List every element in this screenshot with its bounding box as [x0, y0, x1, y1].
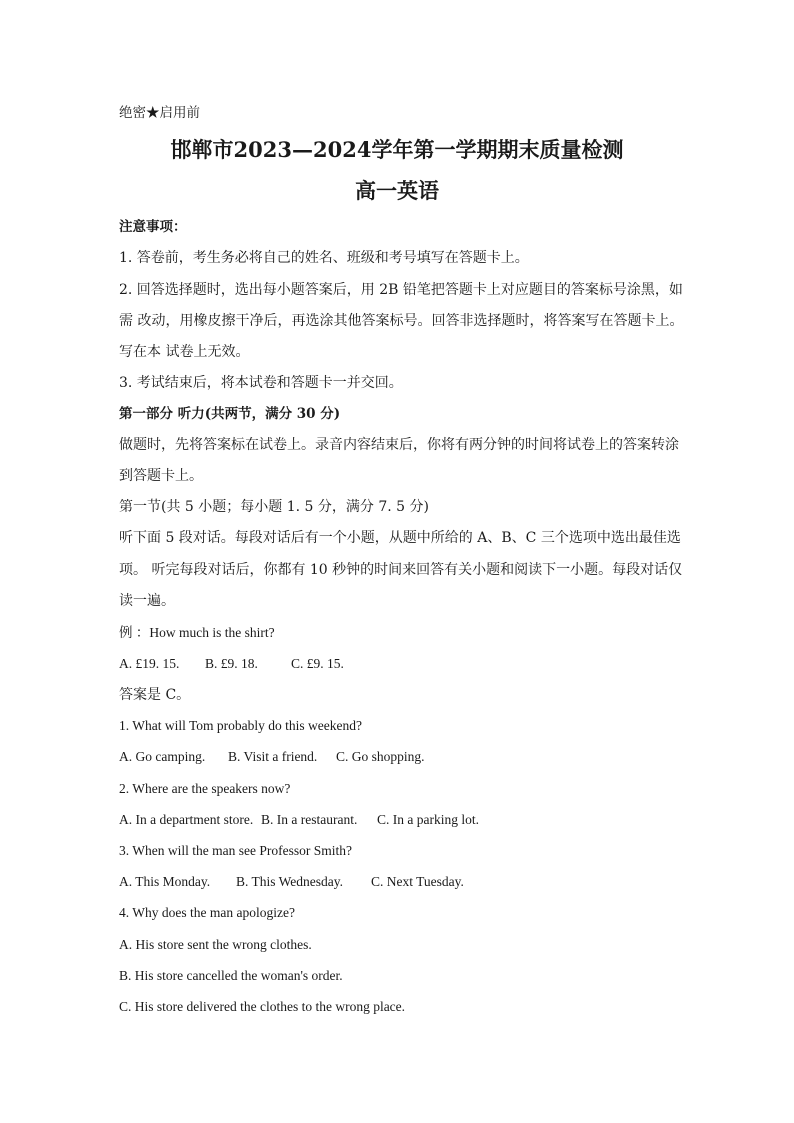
question-4-option-c: C. His store delivered the clothes to the wrong place. — [119, 999, 406, 1014]
part1-intro-line-2: 到答题卡上。 — [119, 468, 203, 484]
question-3: 3. When will the man see Professor Smith? — [119, 843, 352, 858]
question-1-options — [119, 748, 425, 766]
example-option-c: C. £9. 15. — [291, 656, 344, 671]
example-options — [119, 655, 344, 673]
example-option-a: A. £19. 15. — [119, 656, 180, 671]
note-item-2-line-2: 需 改动，用橡皮擦干净后，再选涂其他答案标号。回答非选择题时，将答案写在答题卡上。 — [119, 313, 684, 329]
question-4-option-b: B. His store cancelled the woman's order. — [119, 968, 343, 983]
question-3-option-a: A. This Monday. — [119, 874, 211, 889]
question-4: 4. Why does the man apologize? — [119, 905, 295, 920]
question-2-option-a: A. In a department store. — [119, 812, 254, 827]
question-2: 2. Where are the speakers now? — [119, 781, 291, 796]
question-3-option-b: B. This Wednesday. — [236, 874, 344, 889]
section1-heading: 第一节(共 5 小题；每小题 1. 5 分，满分 7. 5 分) — [119, 499, 429, 515]
question-1-option-c: C. Go shopping. — [336, 749, 425, 764]
question-3-option-c: C. Next Tuesday. — [371, 874, 464, 889]
confidential-label: 绝密★启用前 — [119, 105, 200, 121]
note-item-3: 3. 考试结束后，将本试卷和答题卡一并交回。 — [119, 375, 403, 391]
question-1-option-b: B. Visit a friend. — [228, 749, 318, 764]
question-2-option-b: B. In a restaurant. — [261, 812, 358, 827]
question-1: 1. What will Tom probably do this weekend? — [119, 718, 363, 733]
exam-subject: 高一英语 — [355, 178, 439, 203]
note-item-2-line-1: 2. 回答选择题时，选出每小题答案后，用 2B 铅笔把答题卡上对应题目的答案标号涂黑，如 — [119, 282, 683, 298]
notes-heading: 注意事项： — [119, 219, 187, 235]
question-1-option-a: A. Go camping. — [119, 749, 206, 764]
part1-intro-line-1: 做题时，先将答案标在试卷上。录音内容结束后，你将有两分钟的时间将试卷上的答案转涂 — [119, 437, 679, 453]
question-4-option-a: A. His store sent the wrong clothes. — [119, 937, 312, 952]
section1-instruction-line-1: 听下面 5 段对话。每段对话后有一个小题，从题中所给的 A、B、C 三个选项中选出最佳选 — [119, 530, 681, 546]
question-2-option-c: C. In a parking lot. — [377, 812, 479, 827]
part1-heading: 第一部分 听力(共两节，满分 30 分) — [119, 406, 341, 422]
section1-instruction-line-2: 项。 听完每段对话后，你都有 10 秒钟的时间来回答有关小题和阅读下一小题。每段对话仅 — [119, 562, 683, 578]
question-3-options — [119, 873, 464, 891]
note-item-2-line-3: 写在本 试卷上无效。 — [119, 344, 250, 360]
example-option-b: B. £9. 18. — [205, 656, 258, 671]
example-answer: 答案是 C。 — [119, 687, 191, 703]
example-question: 例 ：How much is the shirt? — [119, 625, 275, 640]
note-item-1: 1. 答卷前，考生务必将自己的姓名、班级和考号填写在答题卡上。 — [119, 250, 529, 266]
exam-title: 邯郸市2023—2024学年第一学期期末质量检测 — [170, 137, 624, 162]
section1-instruction-line-3: 读一遍。 — [119, 593, 175, 609]
question-2-options — [119, 811, 479, 829]
